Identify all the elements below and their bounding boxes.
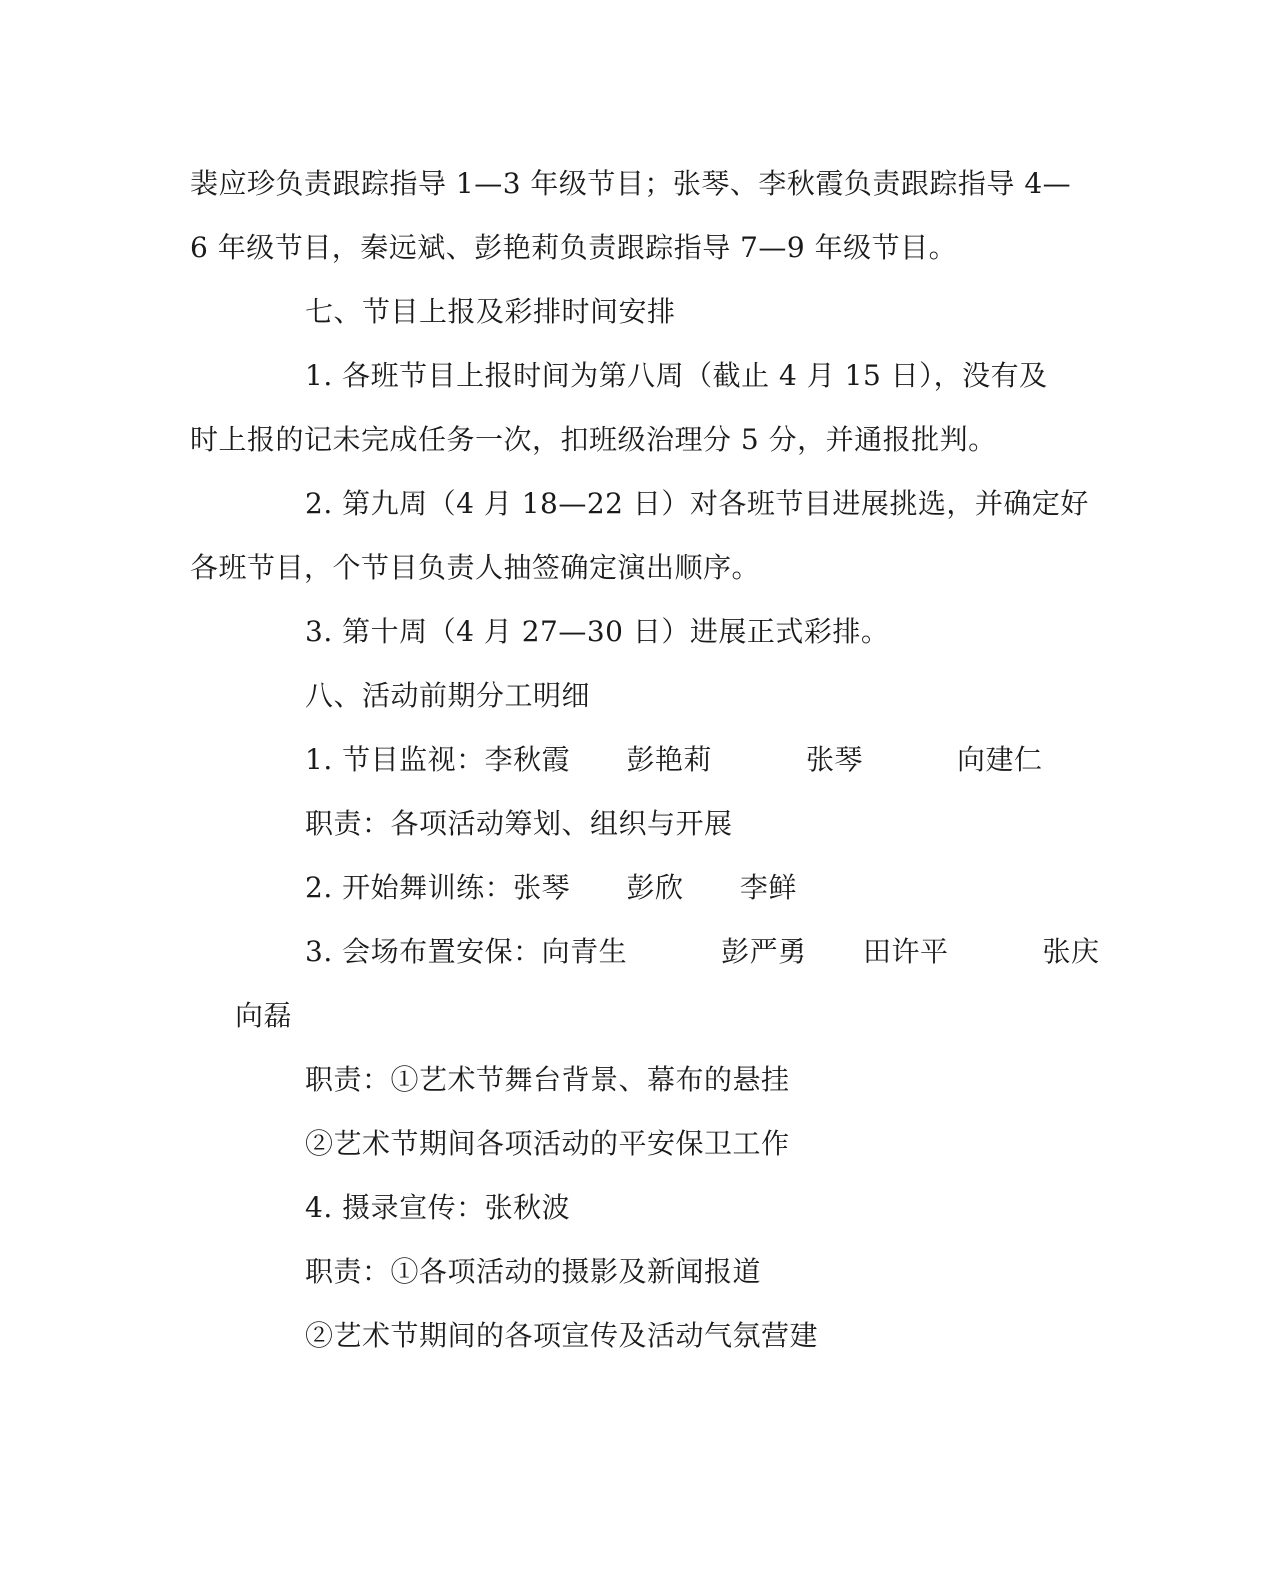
paragraph-line: 1. 各班节目上报时间为第八周（截止 4 月 15 日），没有及: [305, 359, 1048, 392]
paragraph-line: ②艺术节期间的各项宣传及活动气氛营建: [305, 1319, 819, 1352]
paragraph-line: 职责：①艺术节舞台背景、幕布的悬挂: [305, 1063, 790, 1096]
paragraph-line: 职责：①各项活动的摄影及新闻报道: [305, 1255, 762, 1288]
paragraph-line: 时上报的记未完成任务一次，扣班级治理分 5 分，并通报批判。: [190, 423, 997, 456]
paragraph-line: 2. 第九周（4 月 18—22 日）对各班节目进展挑选，并确定好: [305, 487, 1089, 520]
paragraph-line: 3. 第十周（4 月 27—30 日）进展正式彩排。: [305, 615, 890, 648]
paragraph-line: ②艺术节期间各项活动的平安保卫工作: [305, 1127, 790, 1160]
paragraph-line: 3. 会场布置安保：向青生 彭严勇 田许平 张庆: [305, 935, 1100, 968]
paragraph-line: 1. 节目监视：李秋霞 彭艳莉 张琴 向建仁: [305, 743, 1043, 776]
paragraph-line: 向磊: [235, 999, 293, 1032]
paragraph-line: 职责：各项活动筹划、组织与开展: [305, 807, 733, 840]
paragraph-line: 2. 开始舞训练：张琴 彭欣 李鲜: [305, 871, 797, 904]
paragraph-line: 4. 摄录宣传：张秋波: [305, 1191, 571, 1224]
paragraph-line: 6 年级节目，秦远斌、彭艳莉负责跟踪指导 7—9 年级节目。: [190, 231, 958, 264]
section-heading: 八、活动前期分工明细: [305, 679, 591, 712]
section-heading: 七、节目上报及彩排时间安排: [305, 295, 676, 328]
paragraph-line: 各班节目，个节目负责人抽签确定演出顺序。: [190, 551, 761, 584]
paragraph-line: 裴应珍负责跟踪指导 1—3 年级节目；张琴、李秋霞负责跟踪指导 4—: [190, 167, 1072, 200]
